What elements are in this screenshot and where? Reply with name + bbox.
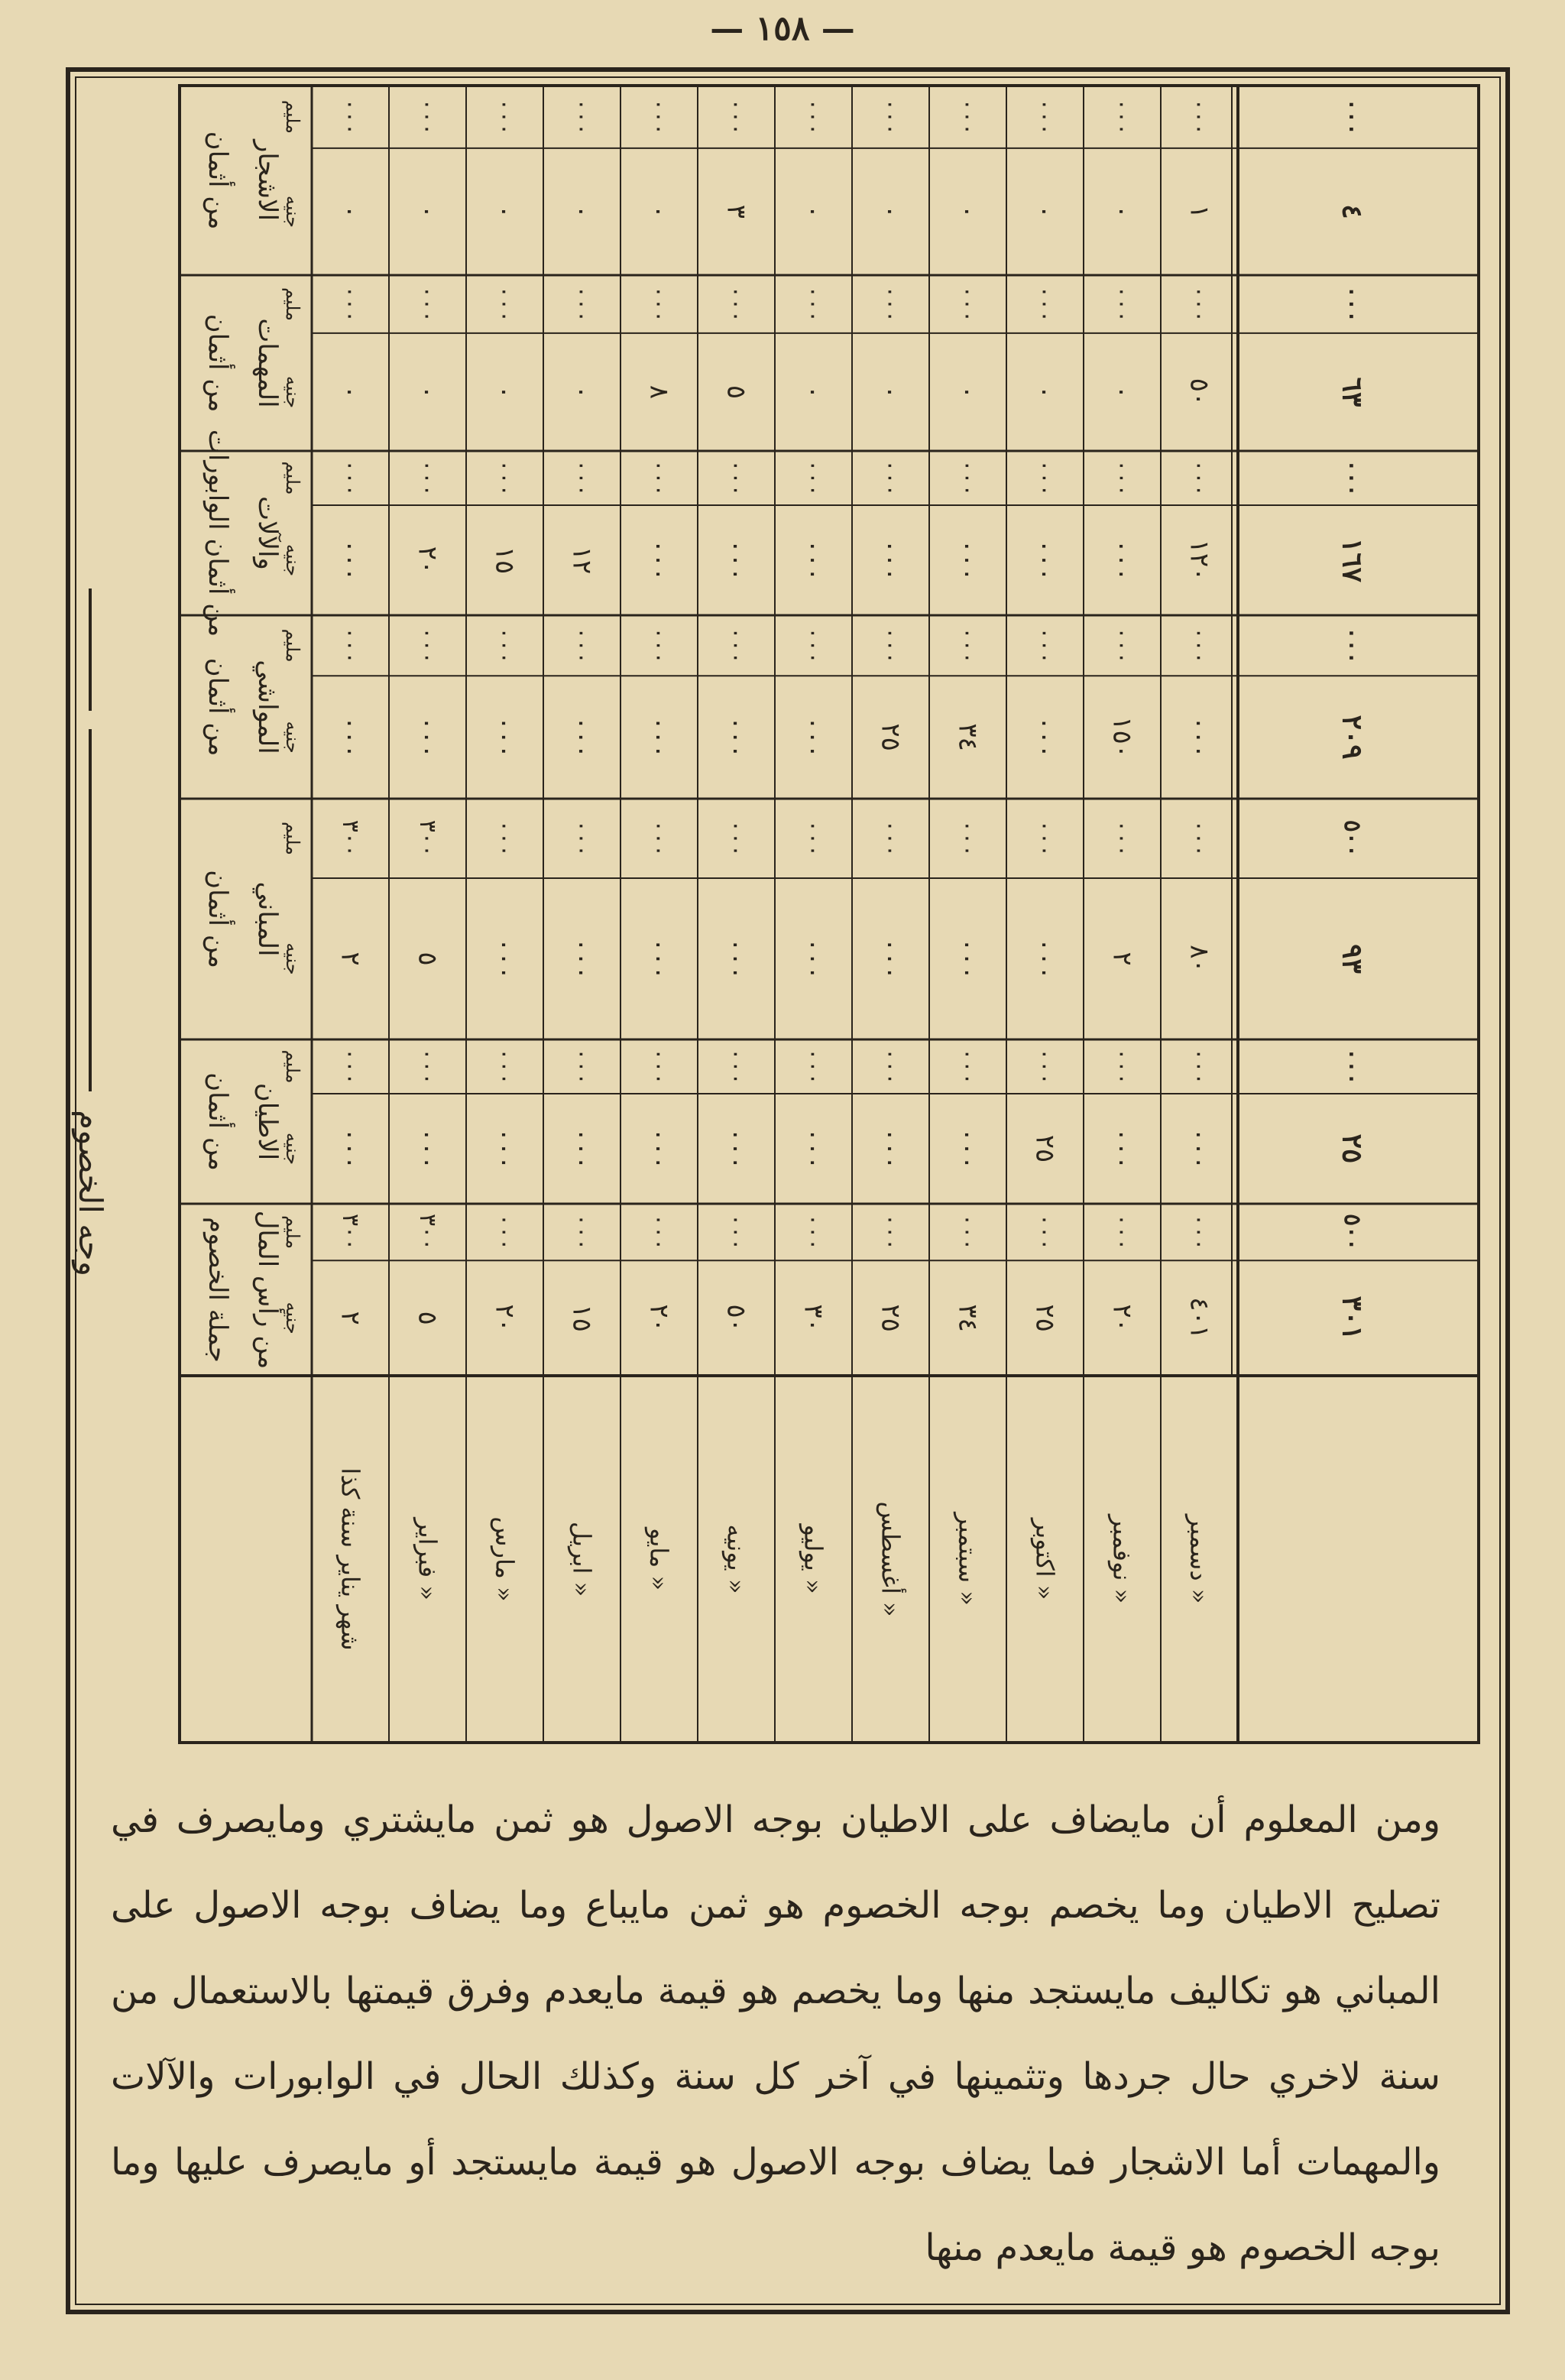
value-millieme: ٠٠٠: [646, 285, 672, 323]
value-millieme: ٠٠٠: [723, 1048, 750, 1085]
value-pound: ١٢: [566, 546, 598, 575]
value-pound: ٠٠٠: [489, 1127, 520, 1170]
value-pound: ٠٠٠: [643, 716, 675, 758]
month-label: « دسمبر: [1184, 1514, 1214, 1604]
value-pound: ٠٠٠: [643, 539, 675, 582]
value-millieme: ٠٠٠: [954, 819, 981, 858]
total-pound: ٢٠٩: [1336, 715, 1369, 760]
value-millieme: ٠٠٠: [1032, 98, 1058, 136]
value-millieme: ٠٠٠: [800, 1213, 827, 1251]
value-millieme: ٠٠٠: [1032, 1048, 1058, 1085]
column-header-line2: من رأس المال: [252, 1210, 283, 1370]
value-pound: ٠٠٠: [566, 1127, 598, 1170]
value-millieme: ٠٠٠: [1032, 627, 1058, 664]
subheader-pound: جنيه: [282, 543, 303, 577]
value-millieme: ٣٠٠: [414, 819, 441, 858]
value-millieme: ٠٠٠: [723, 819, 750, 858]
value-pound: ٠: [412, 204, 443, 219]
value-pound: ٠٠٠: [643, 938, 675, 980]
value-millieme: ٠٠٠: [800, 627, 827, 664]
subheader-pound: جنيه: [282, 375, 303, 409]
value-pound: ٠: [875, 204, 906, 219]
column-header-line2: المهمات: [252, 318, 283, 408]
month-label: « سبتمبر: [953, 1513, 983, 1606]
page-number: — ١٥٨ —: [710, 9, 855, 48]
value-millieme: ٠٠٠: [877, 819, 904, 858]
value-pound: ١٥: [566, 1304, 598, 1332]
value-pound: ٨٠: [1184, 945, 1215, 973]
value-pound: ٣٠: [798, 1304, 829, 1332]
value-millieme: ٠٠٠: [1186, 627, 1213, 664]
value-pound: ١٥: [489, 546, 520, 575]
value-pound: ٣٤: [952, 723, 983, 751]
column-header-line2: والآلات: [252, 496, 283, 570]
value-millieme: ٠٠٠: [800, 459, 827, 497]
value-millieme: ٠٠٠: [1186, 1213, 1213, 1251]
value-millieme: ٠٠٠: [1109, 1213, 1136, 1251]
month-label: « يونيه: [721, 1524, 751, 1594]
subheader-millieme: مليم: [282, 628, 303, 663]
value-pound: ٠٠٠: [952, 1127, 983, 1170]
table-border: [180, 86, 1479, 1743]
value-millieme: ٠٠٠: [723, 459, 750, 497]
value-pound: ٢٠: [489, 1304, 520, 1332]
subheader-pound: جنيه: [282, 1132, 303, 1166]
month-label: « ابريل: [567, 1521, 597, 1597]
subheader-millieme: مليم: [282, 1049, 303, 1084]
value-millieme: ٠٠٠: [646, 819, 672, 858]
value-millieme: ٠٠٠: [1032, 459, 1058, 497]
value-pound: ٠٠٠: [1107, 539, 1138, 582]
value-pound: ٥٠: [721, 1304, 752, 1332]
month-label: « فبراير: [413, 1518, 442, 1600]
value-millieme: ٠٠٠: [1032, 1213, 1058, 1251]
column-header-line2: المباني: [252, 881, 283, 957]
value-pound: ٠: [875, 384, 906, 400]
value-pound: ٠: [952, 384, 983, 400]
value-pound: ٢٥: [1029, 1134, 1061, 1163]
subheader-pound: جنيه: [282, 195, 303, 229]
value-pound: ٣: [721, 204, 752, 219]
value-millieme: ٠٠٠: [877, 1048, 904, 1085]
value-pound: ١: [1184, 204, 1215, 219]
value-millieme: ٠٠٠: [569, 285, 595, 323]
value-millieme: ٠٠٠: [877, 627, 904, 664]
subheader-millieme: مليم: [282, 287, 303, 321]
value-pound: ٠٠٠: [875, 539, 906, 582]
value-pound: ٤٠١: [1184, 1297, 1215, 1340]
month-label: « مايو: [644, 1527, 674, 1591]
value-millieme: ٠٠٠: [414, 627, 441, 664]
column-header-line1: من أثمان الوابورات: [203, 429, 233, 637]
total-millieme: ٠٠٠: [1339, 1048, 1366, 1085]
subheader-millieme: مليم: [282, 99, 303, 134]
value-millieme: ٠٠٠: [1109, 285, 1136, 323]
column-header-line1: من أثمان: [203, 131, 233, 230]
subheader-millieme: مليم: [282, 821, 303, 855]
value-pound: ٠: [1107, 204, 1138, 219]
value-millieme: ٠٠٠: [723, 285, 750, 323]
value-millieme: ٠٠٠: [414, 1048, 441, 1085]
total-millieme: ٥٠٠: [1339, 819, 1366, 858]
value-millieme: ٠٠٠: [414, 285, 441, 323]
value-pound: ٠: [335, 204, 366, 219]
value-pound: ٢٠: [412, 546, 443, 575]
value-millieme: ٠٠٠: [723, 627, 750, 664]
value-millieme: ٠٠٠: [954, 459, 981, 497]
value-pound: ٠٠٠: [1184, 716, 1215, 758]
total-pound: ٣٠١: [1336, 1295, 1369, 1341]
value-millieme: ٠٠٠: [646, 627, 672, 664]
value-pound: ٠٠٠: [798, 716, 829, 758]
value-millieme: ٠٠٠: [1109, 459, 1136, 497]
value-millieme: ٠٠٠: [877, 1213, 904, 1251]
column-header-line1: من أثمان: [203, 657, 233, 757]
value-millieme: ٠٠٠: [723, 98, 750, 136]
value-millieme: ٠٠٠: [1032, 819, 1058, 858]
subheader-millieme: مليم: [282, 1215, 303, 1250]
subheader-pound: جنيه: [282, 942, 303, 975]
column-header-line2: الاطيان: [252, 1082, 283, 1161]
value-millieme: ٠٠٠: [569, 819, 595, 858]
value-pound: ٠٠٠: [1107, 1127, 1138, 1170]
value-millieme: ٠٠٠: [646, 1048, 672, 1085]
value-pound: ٠٠٠: [335, 539, 366, 582]
value-millieme: ٠٠٠: [1186, 98, 1213, 136]
value-millieme: ٠٠٠: [337, 285, 364, 323]
value-millieme: ٠٠٠: [1109, 627, 1136, 664]
value-pound: ٢٥: [875, 1304, 906, 1332]
value-pound: ٠: [335, 384, 366, 400]
value-millieme: ٠٠٠: [337, 98, 364, 136]
value-millieme: ٠٠٠: [646, 1213, 672, 1251]
month-label: شهر يناير سنة كذا: [335, 1467, 365, 1651]
value-pound: ٠٠٠: [1184, 1127, 1215, 1170]
value-pound: ٢٠: [1107, 1304, 1138, 1332]
value-pound: ٠: [643, 204, 675, 219]
value-pound: ٠٠٠: [721, 938, 752, 980]
value-pound: ٠٠٠: [798, 938, 829, 980]
value-millieme: ٠٠٠: [1186, 285, 1213, 323]
value-millieme: ٠٠٠: [414, 459, 441, 497]
value-pound: ٠: [798, 204, 829, 219]
month-label: « يوليو: [799, 1524, 828, 1594]
value-millieme: ٠٠٠: [954, 627, 981, 664]
value-pound: ٠٠٠: [643, 1127, 675, 1170]
value-pound: ٠٠٠: [489, 716, 520, 758]
value-millieme: ٠٠٠: [723, 1213, 750, 1251]
value-millieme: ٠٠٠: [569, 627, 595, 664]
column-header-line1: من أثمان: [203, 1072, 233, 1171]
value-millieme: ٠٠٠: [1186, 819, 1213, 858]
value-millieme: ٠٠٠: [569, 459, 595, 497]
value-pound: ٠٠٠: [721, 539, 752, 582]
value-pound: ٨: [643, 384, 675, 400]
value-pound: ٥: [721, 384, 752, 400]
value-millieme: ٠٠٠: [337, 627, 364, 664]
value-pound: ٥: [412, 1311, 443, 1325]
value-pound: ٠٠٠: [1029, 716, 1061, 758]
value-pound: ٢: [1107, 952, 1138, 966]
total-millieme: ٠٠٠: [1339, 285, 1366, 323]
total-pound: ٢٥: [1336, 1133, 1369, 1164]
value-millieme: ٠٠٠: [954, 1048, 981, 1085]
value-millieme: ٠٠٠: [1186, 459, 1213, 497]
value-millieme: ٣٠٠: [337, 819, 364, 858]
value-millieme: ٠٠٠: [569, 1048, 595, 1085]
value-millieme: ٠٠٠: [491, 1213, 518, 1251]
value-millieme: ٠٠٠: [337, 1048, 364, 1085]
value-pound: ٢٥: [1029, 1304, 1061, 1332]
subheader-millieme: مليم: [282, 461, 303, 495]
value-pound: ٠٠٠: [1029, 938, 1061, 980]
value-pound: ٢٠: [643, 1304, 675, 1332]
value-millieme: ٠٠٠: [1109, 98, 1136, 136]
subheader-pound: جنيه: [282, 721, 303, 754]
value-pound: ٠٠٠: [798, 1127, 829, 1170]
value-millieme: ٠٠٠: [1109, 1048, 1136, 1085]
value-millieme: ٠٠٠: [800, 1048, 827, 1085]
title-label: وجه الخصوم: [72, 1110, 109, 1276]
value-pound: ٠٠٠: [489, 938, 520, 980]
value-millieme: ٠٠٠: [491, 1048, 518, 1085]
value-pound: ٢٥: [875, 723, 906, 751]
month-label: « مارس: [490, 1516, 520, 1602]
value-pound: ٢: [335, 1311, 366, 1325]
value-millieme: ٠٠٠: [800, 285, 827, 323]
total-millieme: ٠٠٠: [1339, 98, 1366, 136]
value-millieme: ٠٠٠: [569, 98, 595, 136]
value-millieme: ٠٠٠: [877, 459, 904, 497]
value-pound: ٠: [1029, 204, 1061, 219]
value-pound: ٥: [412, 952, 443, 966]
total-pound: ١٦٧: [1336, 537, 1369, 582]
value-pound: ٠٠٠: [335, 716, 366, 758]
value-pound: ٠: [798, 384, 829, 400]
value-pound: ٠: [412, 384, 443, 400]
value-pound: ٠٠٠: [566, 938, 598, 980]
value-pound: ٠: [489, 384, 520, 400]
value-pound: ٠٠٠: [412, 716, 443, 758]
value-pound: ٠٠٠: [721, 716, 752, 758]
value-pound: ٥٠: [1184, 378, 1215, 407]
value-pound: ١٢٠: [1184, 539, 1215, 582]
value-pound: ٠: [489, 204, 520, 219]
value-millieme: ٠٠٠: [491, 459, 518, 497]
value-millieme: ٠٠٠: [954, 98, 981, 136]
subheader-pound: جنيه: [282, 1302, 303, 1334]
value-millieme: ٠٠٠: [1109, 819, 1136, 858]
total-millieme: ٠٠٠: [1339, 627, 1366, 664]
value-pound: ٢: [335, 952, 366, 966]
value-millieme: ٠٠٠: [414, 98, 441, 136]
month-label: « نوفمبر: [1107, 1514, 1137, 1604]
value-pound: ٠٠٠: [721, 1127, 752, 1170]
value-millieme: ٠٠٠: [877, 285, 904, 323]
value-millieme: ٠٠٠: [491, 98, 518, 136]
value-pound: ٠٠٠: [875, 938, 906, 980]
value-pound: ٠: [1029, 384, 1061, 400]
value-pound: ٠: [566, 204, 598, 219]
value-millieme: ٠٠٠: [954, 285, 981, 323]
value-pound: ٠٠٠: [335, 1127, 366, 1170]
month-label: « اكتوبر: [1030, 1518, 1060, 1600]
value-millieme: ٣٠٠: [337, 1213, 364, 1251]
value-millieme: ٣٠٠: [414, 1213, 441, 1251]
value-millieme: ٠٠٠: [491, 285, 518, 323]
value-pound: ٠٠٠: [412, 1127, 443, 1170]
total-pound: ٦٣: [1336, 377, 1369, 407]
value-millieme: ٠٠٠: [646, 459, 672, 497]
explanatory-paragraph: ومن المعلوم أن مايضاف على الاطيان بوجه الاصول هو ثمن مايشتري ومايصرف في تصليح الاطيان وما يخصم بوجه الخصوم هو ثمن مايباع وما يضاف بوجه الاصول على المباني هو تكاليف مايستجد منها وما يخصم هو قيمة مايعدم وفرق قيمتها بالاستعمال من سنة لاخري حال جردها وتثمينها في آخر كل سنة وكذلك الحال في الوابورات والآلات والمهمات أما الاشجار فما يضاف بوجه الاصول هو قيمة مايستجد أو مايصرف عليها وما بوجه الخصوم هو قيمة مايعدم منها: [111, 1798, 1441, 2269]
column-header-line1: من أثمان: [203, 313, 233, 413]
value-millieme: ٠٠٠: [1032, 285, 1058, 323]
column-header-line1: من أثمان: [203, 870, 233, 968]
value-pound: ٠٠٠: [566, 716, 598, 758]
value-pound: ٠٠٠: [952, 539, 983, 582]
column-header-line2: المواشي: [252, 660, 283, 754]
value-millieme: ٠٠٠: [646, 98, 672, 136]
value-pound: ٣٤: [952, 1304, 983, 1332]
value-pound: ٠: [1107, 384, 1138, 400]
value-millieme: ٠٠٠: [569, 1213, 595, 1251]
column-header-line1: جملة الخصوم: [203, 1217, 233, 1363]
column-header-line2: الاشجار: [252, 139, 283, 222]
value-pound: ٠٠٠: [952, 938, 983, 980]
value-pound: ٠: [952, 204, 983, 219]
total-millieme: ٠٠٠: [1339, 459, 1366, 497]
value-millieme: ٠٠٠: [337, 459, 364, 497]
total-pound: ٩٣: [1336, 944, 1369, 974]
total-pound: ٤: [1336, 204, 1369, 219]
value-pound: ٠٠٠: [875, 1127, 906, 1170]
value-pound: ٠: [566, 384, 598, 400]
value-millieme: ٠٠٠: [1186, 1048, 1213, 1085]
value-millieme: ٠٠٠: [491, 819, 518, 858]
value-millieme: ٠٠٠: [877, 98, 904, 136]
value-millieme: ٠٠٠: [954, 1213, 981, 1251]
value-pound: ٠٠٠: [798, 539, 829, 582]
value-pound: ٠٠٠: [1029, 539, 1061, 582]
value-millieme: ٠٠٠: [800, 98, 827, 136]
value-millieme: ٠٠٠: [491, 627, 518, 664]
value-pound: ١٥٠: [1107, 716, 1138, 758]
month-label: « أغسطس: [876, 1501, 906, 1617]
total-millieme: ٥٠٠: [1339, 1213, 1366, 1251]
value-millieme: ٠٠٠: [800, 819, 827, 858]
